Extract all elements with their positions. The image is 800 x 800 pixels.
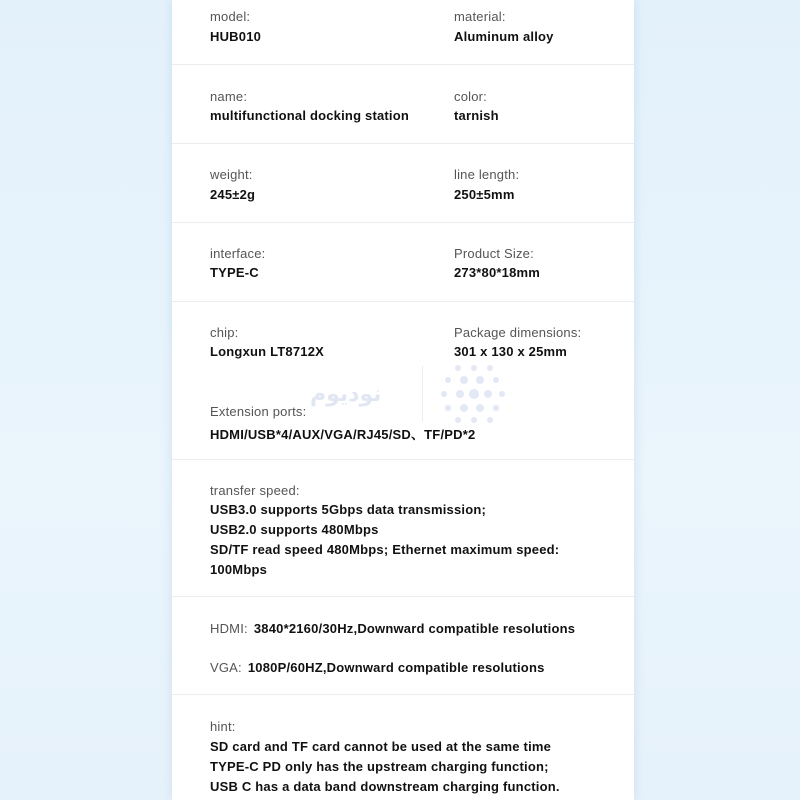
- line-length-value: 250±5mm: [454, 187, 515, 202]
- transfer-speed-line: USB3.0 supports 5Gbps data transmission;: [210, 502, 487, 517]
- vga-label: VGA:: [210, 660, 242, 675]
- transfer-speed-text: [210, 500, 559, 580]
- spec-card: [172, 0, 634, 800]
- hint-label: hint:: [210, 719, 236, 734]
- left-background-panel: [0, 0, 172, 800]
- model-label: model:: [210, 9, 251, 24]
- vga-value: 1080P/60HZ,Downward compatible resolutions: [247, 660, 545, 675]
- watermark-dots-icon: [438, 362, 510, 426]
- hint-line: TYPE-C PD only has the upstream charging function;: [210, 759, 549, 774]
- material-label: material:: [454, 9, 506, 24]
- divider: [172, 459, 634, 460]
- divider: [172, 222, 634, 223]
- divider: [172, 596, 634, 597]
- color-value: tarnish: [454, 108, 499, 123]
- extension-ports-label: Extension ports:: [210, 404, 307, 419]
- hdmi-label: HDMI:: [210, 621, 248, 636]
- extension-ports-value: HDMI/USB*4/AUX/VGA/RJ45/SD、TF/PD*2: [210, 427, 476, 442]
- material-value: Aluminum alloy: [454, 29, 554, 44]
- divider: [172, 301, 634, 302]
- right-background-panel: [634, 0, 800, 800]
- chip-value: Longxun LT8712X: [210, 344, 324, 359]
- line-length-label: line length:: [454, 167, 520, 182]
- product-size-label: Product Size:: [454, 246, 534, 261]
- weight-value: 245±2g: [210, 187, 256, 202]
- chip-label: chip:: [210, 325, 239, 340]
- transfer-speed-line: SD/TF read speed 480Mbps; Ethernet maximum speed:: [210, 542, 560, 557]
- name-label: name:: [210, 89, 248, 104]
- divider: [172, 143, 634, 144]
- interface-label: interface:: [210, 246, 266, 261]
- product-size-value: 273*80*18mm: [454, 265, 541, 280]
- divider: [172, 64, 634, 65]
- transfer-speed-line: 100Mbps: [210, 562, 268, 577]
- vga-row: [210, 658, 545, 678]
- transfer-speed-line: USB2.0 supports 480Mbps: [210, 522, 379, 537]
- hdmi-value: 3840*2160/30Hz,Downward compatible resolutions: [253, 621, 576, 636]
- weight-label: weight:: [210, 167, 253, 182]
- color-label: color:: [454, 89, 487, 104]
- divider: [172, 694, 634, 695]
- interface-value: TYPE-C: [210, 265, 259, 280]
- name-value: multifunctional docking station: [210, 108, 410, 123]
- hint-line: SD card and TF card cannot be used at the same time: [210, 739, 552, 754]
- watermark-logo: [300, 362, 520, 426]
- hint-text: [210, 737, 560, 797]
- package-dimensions-value: 301 x 130 x 25mm: [454, 344, 568, 359]
- watermark-text: نودیوم: [310, 382, 382, 407]
- package-dimensions-label: Package dimensions:: [454, 325, 582, 340]
- model-value: HUB010: [210, 29, 262, 44]
- hint-line: USB C has a data band downstream charging function.: [210, 779, 560, 794]
- hdmi-row: [210, 619, 575, 639]
- transfer-speed-label: transfer speed:: [210, 483, 300, 498]
